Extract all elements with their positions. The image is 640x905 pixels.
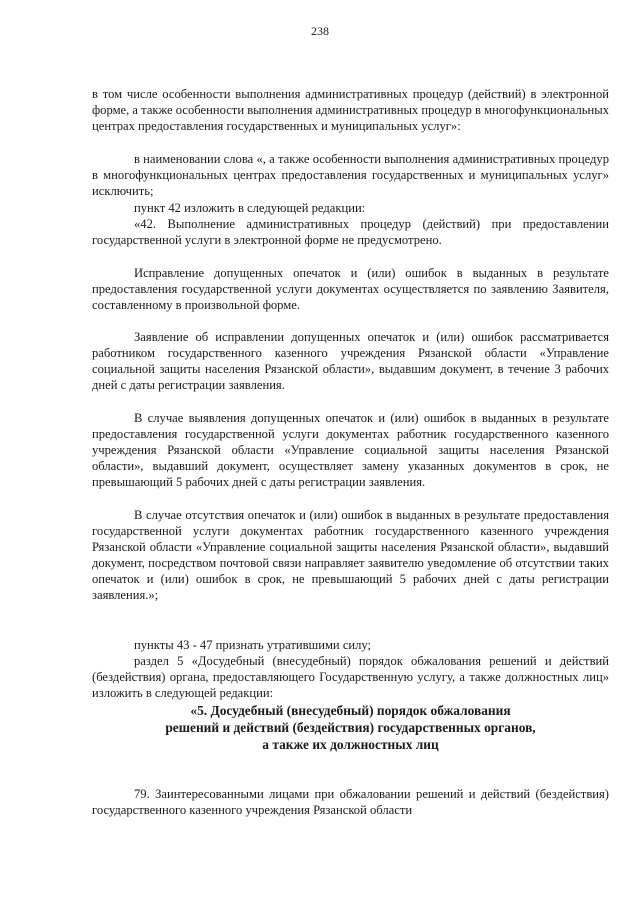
paragraph-no-errors: В случае отсутствия опечаток и (или) ошибок в выданных в результате предоставления государственной услуги документах работник государственного казенного учреждения Рязанской области «Управление социальной защиты населения Рязанской области», выдавший документ, посредством почтовой связи направляет заявителю уведомление об отсутствии таких опечаток и (или) ошибок в срок, не превышающий 5 рабочих дней с даты регистрации заявления.»; bbox=[92, 508, 609, 603]
section-heading-line-1: «5. Досудебный (внесудебный) порядок обжалования bbox=[190, 703, 511, 718]
page-number: 238 bbox=[311, 24, 329, 38]
paragraph-points-43-47: пункты 43 - 47 признать утратившими силу; bbox=[134, 638, 372, 652]
paragraph-point-42: «42. Выполнение административных процедур (действий) при предоставлении государственной услуги в электронной форме не предусмотрено. bbox=[92, 217, 609, 248]
paragraph-correction: Исправление допущенных опечаток и (или) ошибок в выданных в результате предоставления государственной услуги документах осуществляется по заявлению Заявителя, составленному в произвольной форме. bbox=[92, 266, 609, 313]
paragraph-point-79: 79. Заинтересованными лицами при обжаловании решений и действий (бездействия) государственного казенного учреждения Рязанской области bbox=[92, 787, 609, 818]
paragraph-errors-found: В случае выявления допущенных опечаток и (или) ошибок в выданных в результате предоставления государственной услуги документах работник государственного казенного учреждения Рязанской области «Управление социальной защиты населения Рязанской области», выдавший документ, осуществляет замену указанных документов в срок, не превышающий 5 рабочих дней с даты регистрации заявления. bbox=[92, 411, 609, 490]
paragraph-application: Заявление об исправлении допущенных опечаток и (или) ошибок рассматривается работником государственного казенного учреждения Рязанской области «Управление социальной защиты населения Рязанской области», выдавшим документ, в течение 3 рабочих дней с даты регистрации заявления. bbox=[92, 330, 609, 393]
section-heading-line-2: решений и действий (бездействия) государственных органов, bbox=[165, 720, 536, 735]
paragraph-section-5: раздел 5 «Досудебный (внесудебный) порядок обжалования решений и действий (бездействия) органа, предоставляющего Государственную услугу, а также должностных лиц» изложить в следующей редакции: bbox=[92, 654, 609, 701]
section-heading-line-3: а также их должностных лиц bbox=[262, 737, 439, 752]
paragraph-continuation: в том числе особенности выполнения административных процедур (действий) в электронной форме, а также особенности выполнения административных процедур в многофункциональных центрах предоставления государственных и муниципальных услуг»: bbox=[92, 87, 609, 134]
paragraph-title-amendment: в наименовании слова «, а также особенности выполнения административных процедур в многофункциональных центрах предоставления государственных и муниципальных услуг» исключить; bbox=[92, 152, 609, 199]
paragraph-point-42-intro: пункт 42 изложить в следующей редакции: bbox=[134, 201, 366, 215]
